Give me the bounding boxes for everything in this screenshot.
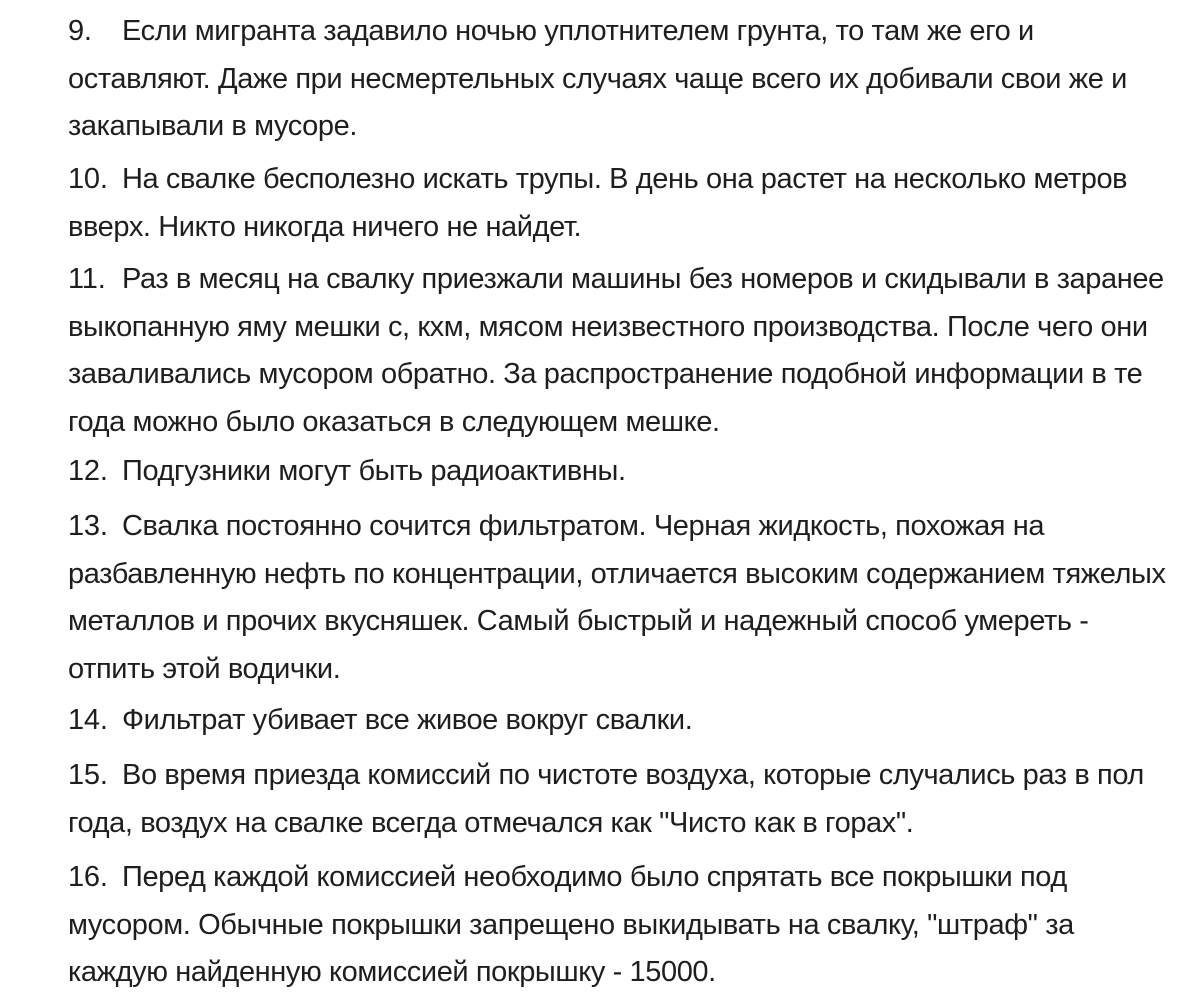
item-text: Перед каждой комиссией необходимо было спрятать все покрышки под мусором. Обычные покрышки запрещено выкидывать на свалку, "штраф" за каждую найденную комиссией покрышку - 15000. (68, 861, 1074, 988)
item-number: 14. (68, 704, 108, 736)
item-number: 11. (68, 263, 106, 295)
list-item (68, 503, 1168, 693)
item-number: 16. (68, 861, 108, 893)
item-text: Свалка постоянно сочится фильтратом. Черная жидкость, похожая на разбавленную нефть по концентрации, отличается высоким содержанием тяжелых металлов и прочих вкусняшек. Самый быстрый и надежный способ умереть - отпить этой водички. (68, 510, 1166, 685)
item-number: 10. (68, 163, 108, 195)
list-item (68, 697, 1168, 745)
list-item (68, 8, 1168, 151)
list-item (68, 156, 1168, 251)
item-text: На свалке бесполезно искать трупы. В день она растет на несколько метров вверх. Никто никогда ничего не найдет. (68, 163, 1128, 243)
list-item (68, 448, 1168, 496)
item-number: 13. (68, 510, 108, 542)
item-text: Во время приезда комиссий по чистоте воздуха, которые случались раз в пол года, воздух на свалке всегда отмечался как "Чисто как в горах". (68, 759, 1144, 839)
list-item (68, 752, 1168, 847)
item-text: Фильтрат убивает все живое вокруг свалки. (122, 704, 693, 736)
item-number: 15. (68, 759, 108, 791)
list-item (68, 256, 1168, 446)
item-text: Подгузники могут быть радиоактивны. (122, 455, 626, 487)
item-number: 12. (68, 455, 108, 487)
item-number: 9. (68, 15, 92, 47)
list-item (68, 854, 1168, 997)
item-text: Раз в месяц на свалку приезжали машины без номеров и скидывали в заранее выкопанную яму мешки с, кхм, мясом неизвестного производства. После чего они заваливались мусором обратно. За распространение подобной информации в те года можно было оказаться в следующем мешке. (68, 263, 1164, 438)
item-text: Если мигранта задавило ночью уплотнителем грунта, то там же его и оставляют. Даже при несмертельных случаях чаще всего их добивали свои же и закапывали в мусоре. (68, 15, 1127, 142)
